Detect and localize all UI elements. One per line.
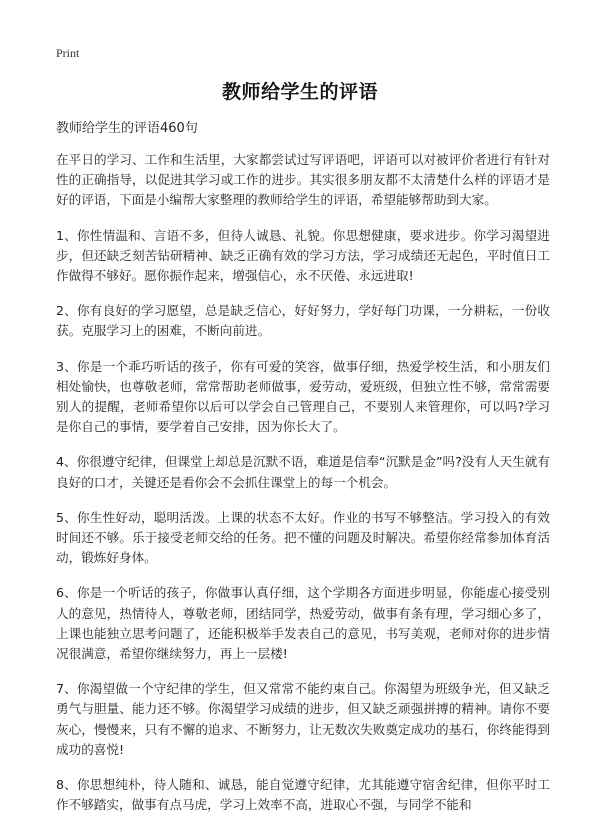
comment-item-3: 3、你是一个乖巧听话的孩子，你有可爱的笑容，做事仔细，热爱学校生活，和小朋友们相处愉快，也尊敬老师，常常帮助老师做事，爱劳动，爱班级，但独立性不够，常常需要别人的提醒，老师希望你以后可以学会自己管理自己，不要别人来管理你，可以吗?学习是你自己的事情，要学着自己安排，因为你长大了。 (56, 358, 550, 435)
document-title: 教师给学生的评语 (221, 81, 378, 103)
comment-item-7: 7、你渴望做一个守纪律的学生，但又常常不能约束自己。你渴望为班级争光，但又缺乏勇气与胆量、能力还不够。你渴望学习成绩的进步，但又缺乏顽强拼搏的精神。请你不要灰心，慢慢来，只有不懈的追求、不断努力，让无数次失败奠定成功的基石，你终能得到成功的喜悦! (56, 681, 550, 757)
document-body (56, 150, 550, 830)
comment-item-8: 8、你思想纯朴，待人随和、诚恳，能自觉遵守纪律，尤其能遵守宿舍纪律，但你平时工作不够踏实，做事有点马虎，学习上效率不高，进取心不强，与同学不能和 (56, 777, 550, 813)
comment-item-2: 2、你有良好的学习愿望，总是缺乏信心，好好努力，学好每门功课，一分耕耘，一份收获。克服学习上的困难，不断向前进。 (56, 303, 550, 339)
print-link[interactable]: Print (56, 46, 80, 60)
intro-paragraph: 在平日的学习、工作和生活里，大家都尝试过写评语吧，评语可以对被评价者进行有针对性的正确指导，以促进其学习或工作的进步。其实很多朋友都不太清楚什么样的评语才是好的评语，下面是小编帮大家整理的教师给学生的评语，希望能够帮助到大家。 (56, 152, 550, 208)
document-subtitle: 教师给学生的评语460句 (56, 121, 198, 136)
comment-item-1: 1、你性情温和、言语不多，但待人诚恳、礼貌。你思想健康，要求进步。你学习渴望进步，但还缺乏刻苦钻研精神、缺乏正确有效的学习方法，学习成绩还无起色，平时值日工作做得不够好。愿你振作起来，增强信心，永不厌倦、永远进取! (56, 227, 550, 284)
comment-item-4: 4、你很遵守纪律，但课堂上却总是沉默不语，难道是信奉“沉默是金”吗?没有人天生就有良好的口才，关键还是看你会不会抓住课堂上的每一个机会。 (56, 454, 550, 490)
comment-item-5: 5、你生性好动，聪明活泼。上课的状态不太好。作业的书写不够整洁。学习投入的有效时间还不够。乐于接受老师交给的任务。把不懂的问题及时解决。希望你经常参加体育活动，锻炼好身体。 (56, 509, 550, 566)
comment-item-6: 6、你是一个听话的孩子，你做事认真仔细，这个学期各方面进步明显，你能虚心接受别人的意见，热情待人，尊敬老师，团结同学，热爱劳动，做事有条有理，学习细心多了，上课也能独立思考问题了，还能积极举手发表自己的意见，书写美观，老师对你的进步情况很满意，希望你继续努力，再上一层楼! (56, 585, 550, 662)
